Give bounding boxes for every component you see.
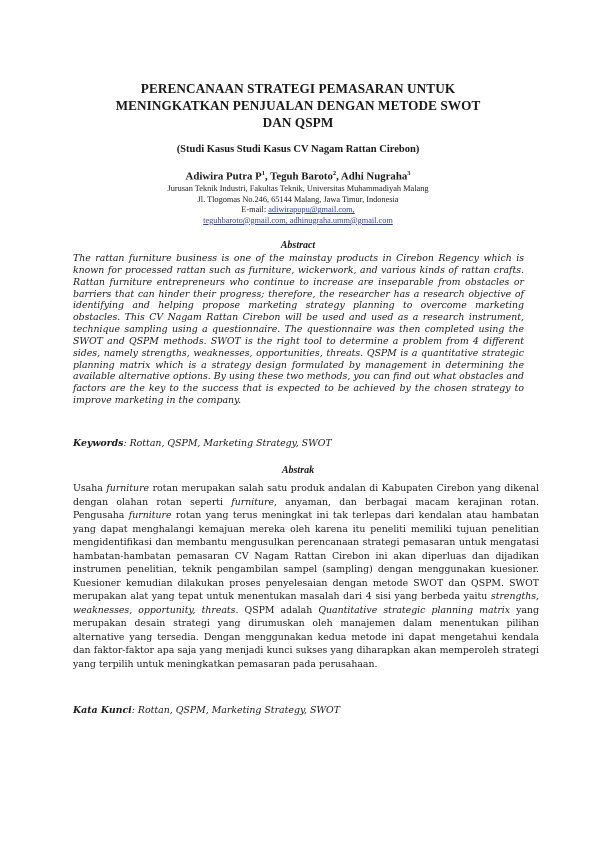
abstract-text: rotan yang terus meningkat ini tak terlepas dari kendalan atau hambatan yang dapat menghalangi kemajuan mereka oleh karena itu peneliti memiliki tujuan penelitian mengidentifikasi dan membantu mengusulkan perencanaan strategi pemasaran untuk mengatasi hambatan-hambatan pemasaran CV Nagam Rattan Cirebon ini akan diperluas dan dijadikan instrumen penelitian, teknik pengambilan sampel (sampling) dengan menggunakan kuesioner. Kuesioner kemudian dilakukan proses penyelesaian dengan metode SWOT dan QSPM. SWOT merupakan alat yang tepat untuk menentukan masalah dari 4 sisi yang berbeda yaitu	[73, 510, 539, 602]
keywords-indonesian	[73, 705, 340, 716]
keywords-label: Keywords	[73, 438, 124, 449]
abstract-text: . QSPM adalah	[235, 604, 319, 616]
paper-title	[60, 80, 536, 131]
keywords-text: : Rottan, QSPM, Marketing Strategy, SWOT	[131, 705, 340, 716]
title-line: MENINGKATKAN PENJUALAN DENGAN METODE SWOT	[115, 98, 481, 113]
abstrak-heading: Abstrak	[281, 465, 315, 476]
abstract-text: , anyaman, dan berbagai macam kerajinan rotan. Pengusaha	[73, 496, 539, 521]
author-affil-mark: 1	[261, 170, 265, 177]
abstract-heading: Abstract	[280, 240, 316, 251]
title-line: DAN QSPM	[262, 115, 334, 130]
abstract-italic-term: Quantitative strategic planning matrix	[318, 604, 511, 616]
title-line: PERENCANAAN STRATEGI PEMASARAN UNTUK	[140, 81, 456, 96]
email-label: E-mail:	[241, 205, 269, 215]
email-line	[60, 216, 536, 227]
abstract-indonesian	[73, 482, 539, 671]
abstract-text: yang merupakan desain strategi yang dirumuskan oleh manajemen dalam menentukan pilihan alternative yang tersedia. Dengan menggunakan kedua metode ini dapat mengetahui kendala dan faktor-faktor apa saja yang menjadi kunci sukses yang diharapkan akan memperoleh strategi yang terpilih untuk meningkatkan pemasaran pada perusahaan.	[73, 604, 539, 670]
author-list: Adiwira Putra $P^1$, Teguh Baroto$^2$, Adhi Nugraha$^3$	[185, 170, 411, 183]
author-name: Adiwira Putra P	[185, 170, 262, 183]
affiliation-address: Jl. Tlogomas No.246, 65144 Malang, Jawa Timur, Indonesia	[197, 194, 399, 204]
affiliation-line: Jurusan Teknik Industri, Fakultas Teknik, Universitas Muhammadiyah Malang	[167, 184, 429, 193]
abstract-text: rotan merupakan salah satu produk andalan di Kabupaten Cirebon yang dikenal dengan olahan rotan seperti	[73, 483, 539, 508]
author-affil-mark: 3	[407, 170, 411, 177]
email-line	[60, 205, 536, 216]
email-link[interactable]: adiwirapupu@gmail.com,	[268, 205, 355, 215]
paper-subtitle: (Studi Kasus Studi Kasus CV Nagam Rattan Cirebon)	[176, 144, 420, 155]
author-name: Teguh Baroto	[270, 170, 333, 183]
abstract-italic-term: furniture	[106, 483, 150, 494]
keywords-english	[73, 438, 332, 449]
email-link[interactable]: teguhbaroto@gmail.com, adhinugraha.umm@gmail.com	[203, 215, 393, 225]
affiliation-block	[60, 184, 536, 226]
abstract-english: The rattan furniture business is one of the mainstay products in Cirebon Regency which is known for processed rattan such as furniture, wickerwork, and various kinds of rattan crafts. Rattan furniture entrepreneurs who continue to increase are inseparable from obstacles or barriers that can hinder their progress; therefore, the researcher has a research objective of identifying and helping propose marketing strategy planning to overcome marketing obstacles. This CV Nagam Rattan Cirebon will be used and used as a research instrument, technique sampling using a questionnaire. The questionnaire was then completed using the SWOT and QSPM methods. SWOT is the right tool to determine a problem from 4 different sides, namely strengths, weaknesses, opportunities, threats. QSPM is a quantitative strategic planning matrix which is a strategy design formulated by management in determining the available alternative options. By using these two methods, you can find out what obstacles and factors are the key to the success that is expected to be achieved by the chosen strategy to improve marketing in the company.	[73, 253, 524, 407]
keywords-label: Kata Kunci	[73, 705, 132, 716]
abstract-italic-term: furniture	[231, 496, 274, 508]
abstract-italic-term: furniture	[128, 510, 172, 521]
abstract-text: Usaha	[73, 483, 107, 494]
abstract-italic-term: strengths, weaknesses, opportunity, threats	[73, 591, 539, 616]
author-name: Adhi Nugraha	[340, 170, 408, 183]
author-affil-mark: 2	[332, 170, 337, 177]
keywords-text: : Rottan, QSPM, Marketing Strategy, SWOT	[123, 438, 332, 449]
